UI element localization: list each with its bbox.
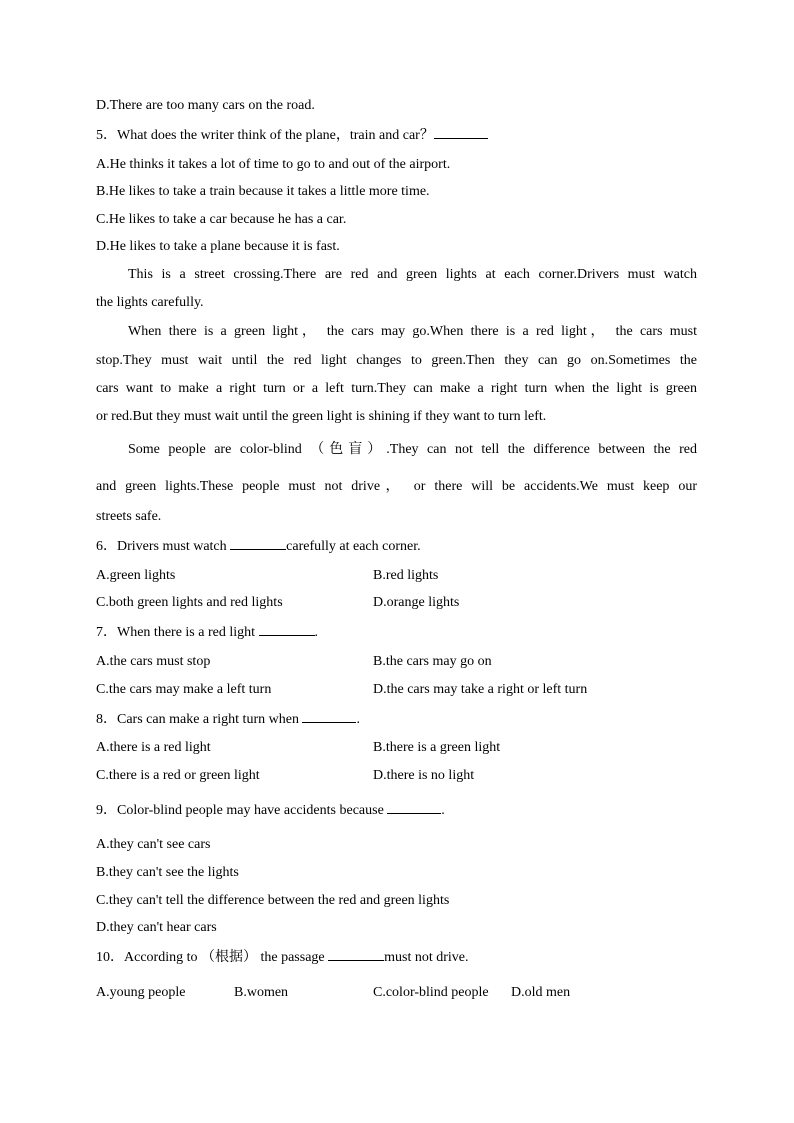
q9-question bbox=[96, 801, 445, 820]
passage-p3-line3: streets safe. bbox=[96, 509, 162, 524]
passage-p3-line2: and green lights.These people must not drive， or there will be accidents.We must keep our bbox=[96, 479, 697, 494]
q8-option-b: B.there is a green light bbox=[373, 740, 501, 755]
passage-p2-line4: or red.But they must wait until the green light is shining if they want to turn left. bbox=[96, 409, 547, 424]
q6-question-start: 6．Drivers must watch bbox=[96, 539, 231, 554]
q5-question bbox=[96, 126, 488, 145]
q10-question bbox=[96, 948, 469, 967]
q9-option-d: D.they can't hear cars bbox=[96, 920, 217, 935]
q6-question bbox=[96, 537, 421, 556]
q10-option-a: A.young people bbox=[96, 985, 186, 1000]
q10-option-b: B.women bbox=[234, 985, 289, 1000]
q5-answer-blank[interactable] bbox=[434, 126, 488, 139]
q9-question-start: 9．Color-blind people may have accidents because bbox=[96, 803, 388, 818]
q6-option-d: D.orange lights bbox=[373, 595, 460, 610]
q8-option-d: D.there is no light bbox=[373, 768, 475, 783]
q6-option-a: A.green lights bbox=[96, 568, 176, 583]
passage-p2-line1: When there is a green light， the cars may go.When there is a red light， the cars must bbox=[128, 324, 697, 339]
q8-option-a: A.there is a red light bbox=[96, 740, 211, 755]
q9-option-c: C.they can't tell the difference between the red and green lights bbox=[96, 893, 450, 908]
q4-option-d: D.There are too many cars on the road. bbox=[96, 98, 315, 113]
passage-p2-line2: stop.They must wait until the red light changes to green.Then they can go on.Sometimes the bbox=[96, 353, 697, 368]
passage-p3-line1: Some people are color-blind （色盲）.They can not tell the difference between the red bbox=[128, 442, 697, 457]
q7-question-end: . bbox=[314, 625, 319, 640]
q9-option-a: A.they can't see cars bbox=[96, 837, 211, 852]
q6-question-end: carefully at each corner. bbox=[286, 539, 421, 554]
q8-question bbox=[96, 710, 360, 729]
q10-question-end: must not drive. bbox=[384, 950, 469, 965]
passage-p1-line2: the lights carefully. bbox=[96, 295, 204, 310]
passage-p1-line1: This is a street crossing.There are red and green lights at each corner.Drivers must watch bbox=[128, 267, 697, 282]
q6-option-b: B.red lights bbox=[373, 568, 439, 583]
q5-option-a: A.He thinks it takes a lot of time to go to and out of the airport. bbox=[96, 157, 451, 172]
q6-option-c: C.both green lights and red lights bbox=[96, 595, 283, 610]
q10-option-d: D.old men bbox=[511, 985, 571, 1000]
q8-option-c: C.there is a red or green light bbox=[96, 768, 260, 783]
q5-option-d: D.He likes to take a plane because it is fast. bbox=[96, 239, 340, 254]
q7-option-c: C.the cars may make a left turn bbox=[96, 682, 272, 697]
q8-question-start: 8．Cars can make a right turn when bbox=[96, 712, 303, 727]
q5-option-b: B.He likes to take a train because it takes a little more time. bbox=[96, 184, 430, 199]
q10-option-c: C.color-blind people bbox=[373, 985, 489, 1000]
q6-answer-blank[interactable] bbox=[230, 537, 286, 550]
q10-answer-blank[interactable] bbox=[328, 948, 384, 961]
q9-answer-blank[interactable] bbox=[387, 801, 441, 814]
q7-option-d: D.the cars may take a right or left turn bbox=[373, 682, 588, 697]
q8-question-end: . bbox=[356, 712, 360, 727]
q5-question-text: 5．What does the writer think of the plane，train and car？ bbox=[96, 128, 434, 143]
q7-answer-blank[interactable] bbox=[259, 623, 315, 636]
passage-p2-line3: cars want to make a right turn or a left turn.They can make a right turn when the light is green bbox=[96, 381, 697, 396]
q10-question-start: 10．According to （根据） the passage bbox=[96, 950, 329, 965]
q5-option-c: C.He likes to take a car because he has a car. bbox=[96, 212, 347, 227]
q8-answer-blank[interactable] bbox=[302, 710, 356, 723]
q9-option-b: B.they can't see the lights bbox=[96, 865, 239, 880]
q7-question bbox=[96, 623, 318, 642]
q9-question-end: . bbox=[441, 803, 445, 818]
q7-option-a: A.the cars must stop bbox=[96, 654, 211, 669]
q7-option-b: B.the cars may go on bbox=[373, 654, 492, 669]
q7-question-start: 7．When there is a red light bbox=[96, 625, 259, 640]
